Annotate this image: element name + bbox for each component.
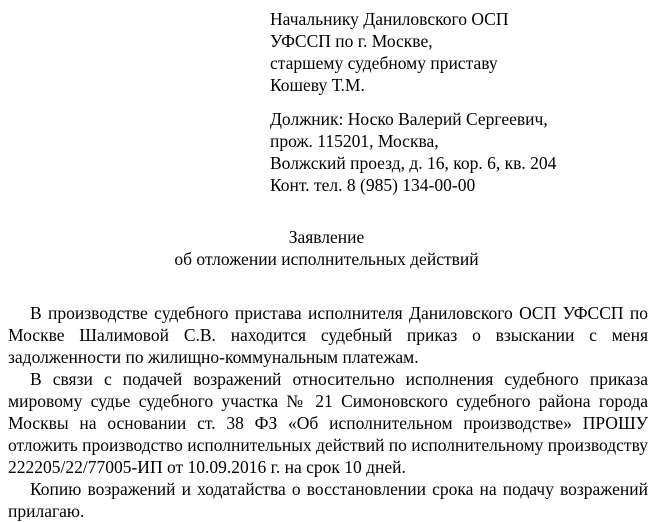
body-line: мировому судье судебного участка № 21 Симоновского судебного района города	[8, 391, 648, 411]
body-line: отложить производство исполнительных действий по исполнительному производству	[8, 435, 648, 455]
paragraph-1	[8, 302, 648, 368]
recipient-line: Кошеву Т.М.	[270, 75, 365, 95]
body-line: Копию возражений и ходатайства о восстановлении срока на подачу возражений	[30, 479, 648, 499]
debtor-block	[270, 108, 650, 196]
body-line: В связи с подачей возражений относительно исполнения судебного приказа	[30, 369, 648, 389]
title-subheading: об отложении исполнительных действий	[174, 249, 479, 269]
body-line: Москве Шалимовой С.В. находится судебный приказ о взыскании с меня	[8, 325, 648, 345]
recipient-line: старшему судебному приставу	[270, 53, 498, 73]
recipient-line: Начальнику Даниловского ОСП	[270, 9, 509, 29]
paragraph-3	[8, 478, 648, 522]
body-line: Москвы на основании ст. 38 ФЗ «Об исполнительном производстве» ПРОШУ	[8, 413, 648, 433]
debtor-line: Конт. тел. 8 (985) 134-00-00	[270, 175, 476, 195]
debtor-line: прож. 115201, Москва,	[270, 131, 439, 151]
body-line: 222205/22/77005-ИП от 10.09.2016 г. на срок 10 дней.	[8, 457, 406, 477]
document-title	[0, 226, 653, 270]
title-heading: Заявление	[288, 227, 365, 247]
debtor-line: Должник: Носко Валерий Сергеевич,	[270, 109, 548, 129]
body-line: задолженности по жилищно-коммунальным платежам.	[8, 347, 419, 367]
document-body	[8, 302, 648, 522]
recipient-line: УФССП по г. Москве,	[270, 31, 433, 51]
recipient-block	[270, 8, 650, 96]
paragraph-2	[8, 368, 648, 478]
body-line: прилагаю.	[8, 501, 85, 521]
body-line: В производстве судебного пристава исполнителя Даниловского ОСП УФССП по	[30, 303, 648, 323]
debtor-line: Волжский проезд, д. 16, кор. 6, кв. 204	[270, 153, 557, 173]
